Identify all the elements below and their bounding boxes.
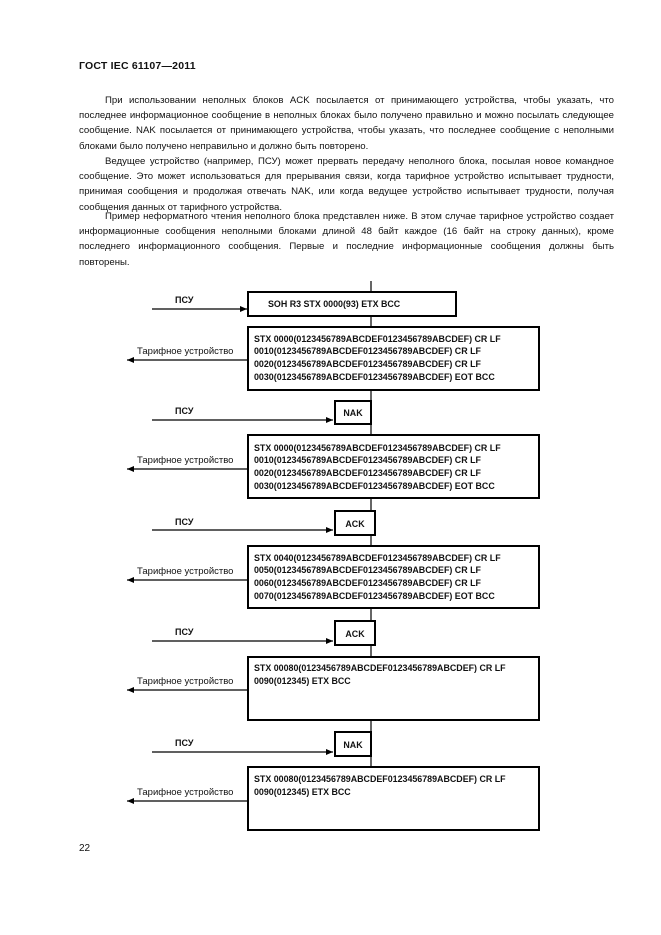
- response-line: 0020(0123456789ABCDEF0123456789ABCDEF) CR LF: [254, 468, 481, 478]
- tariff-label: Тарифное устройство: [137, 455, 234, 466]
- response-line: 0010(0123456789ABCDEF0123456789ABCDEF) CR LF: [254, 346, 481, 356]
- response-line: 0010(0123456789ABCDEF0123456789ABCDEF) CR LF: [254, 455, 481, 465]
- ack-text: ACK: [345, 629, 365, 639]
- paragraph-3: Пример неформатного чтения неполного блока представлен ниже. В этом случае тарифное устройство создает информационные сообщения неполными блоками длиной 48 байт каждое (16 байт на строку данных), кроме последнего информационного сообщения. Первые и последние информационные сообщения должны быть повторены.: [79, 211, 614, 268]
- command-text: SOH R3 STX 0000(93) ETX BCC: [268, 299, 401, 309]
- psu-label: ПСУ: [175, 295, 194, 305]
- tariff-label: Тарифное устройство: [137, 346, 234, 357]
- response-line: STX 0000(0123456789ABCDEF0123456789ABCDEF) CR LF: [254, 334, 501, 344]
- paragraph-1: При использовании неполных блоков ACK посылается от принимающего устройства, чтобы указать, что последнее информационное сообщение в неполных блоках было получено правильно и можно посылать следующее сообщение. NAK посылается от принимающего устройства, чтобы указать, что последнее сообщение с неполными блоками было получено неправильно и должно быть повторено.: [79, 95, 614, 152]
- nak-text: NAK: [343, 740, 363, 750]
- document-header: ГОСТ IEC 61107—2011: [79, 60, 196, 72]
- response-line: 0070(0123456789ABCDEF0123456789ABCDEF) EOT BCC: [254, 591, 495, 601]
- tariff-label: Тарифное устройство: [137, 676, 234, 687]
- response-line: STX 0000(0123456789ABCDEF0123456789ABCDEF) CR LF: [254, 443, 501, 453]
- response-line: STX 0040(0123456789ABCDEF0123456789ABCDEF) CR LF: [254, 553, 501, 563]
- ack-text: ACK: [345, 519, 365, 529]
- page-number: 22: [79, 843, 91, 854]
- response-line: 0090(012345) ETX BCC: [254, 787, 351, 797]
- response-line: 0090(012345) ETX BCC: [254, 676, 351, 686]
- paragraph-2: Ведущее устройство (например, ПСУ) может прервать передачу неполного блока, посылая новое командное сообщение. Это может использоваться для прерывания связи, когда тарифное устройство испытывает трудности, принимая сообщения и продолжая отвечать NAK, или когда ведущее устройство испытывает трудности, получая сообщения данных от тарифного устройства.: [79, 156, 614, 213]
- response-line: STX 00080(0123456789ABCDEF0123456789ABCDEF) CR LF: [254, 774, 506, 784]
- response-line: 0060(0123456789ABCDEF0123456789ABCDEF) CR LF: [254, 578, 481, 588]
- response-line: 0020(0123456789ABCDEF0123456789ABCDEF) CR LF: [254, 359, 481, 369]
- tariff-label: Тарифное устройство: [137, 566, 234, 577]
- psu-label: ПСУ: [175, 517, 194, 527]
- psu-label: ПСУ: [175, 406, 194, 416]
- response-line: 0030(0123456789ABCDEF0123456789ABCDEF) EOT BCC: [254, 372, 495, 382]
- response-line: 0050(0123456789ABCDEF0123456789ABCDEF) CR LF: [254, 565, 481, 575]
- psu-label: ПСУ: [175, 738, 194, 748]
- nak-text: NAK: [343, 408, 363, 418]
- response-line: 0030(0123456789ABCDEF0123456789ABCDEF) EOT BCC: [254, 481, 495, 491]
- tariff-label: Тарифное устройство: [137, 787, 234, 798]
- response-line: STX 00080(0123456789ABCDEF0123456789ABCDEF) CR LF: [254, 663, 506, 673]
- psu-label: ПСУ: [175, 627, 194, 637]
